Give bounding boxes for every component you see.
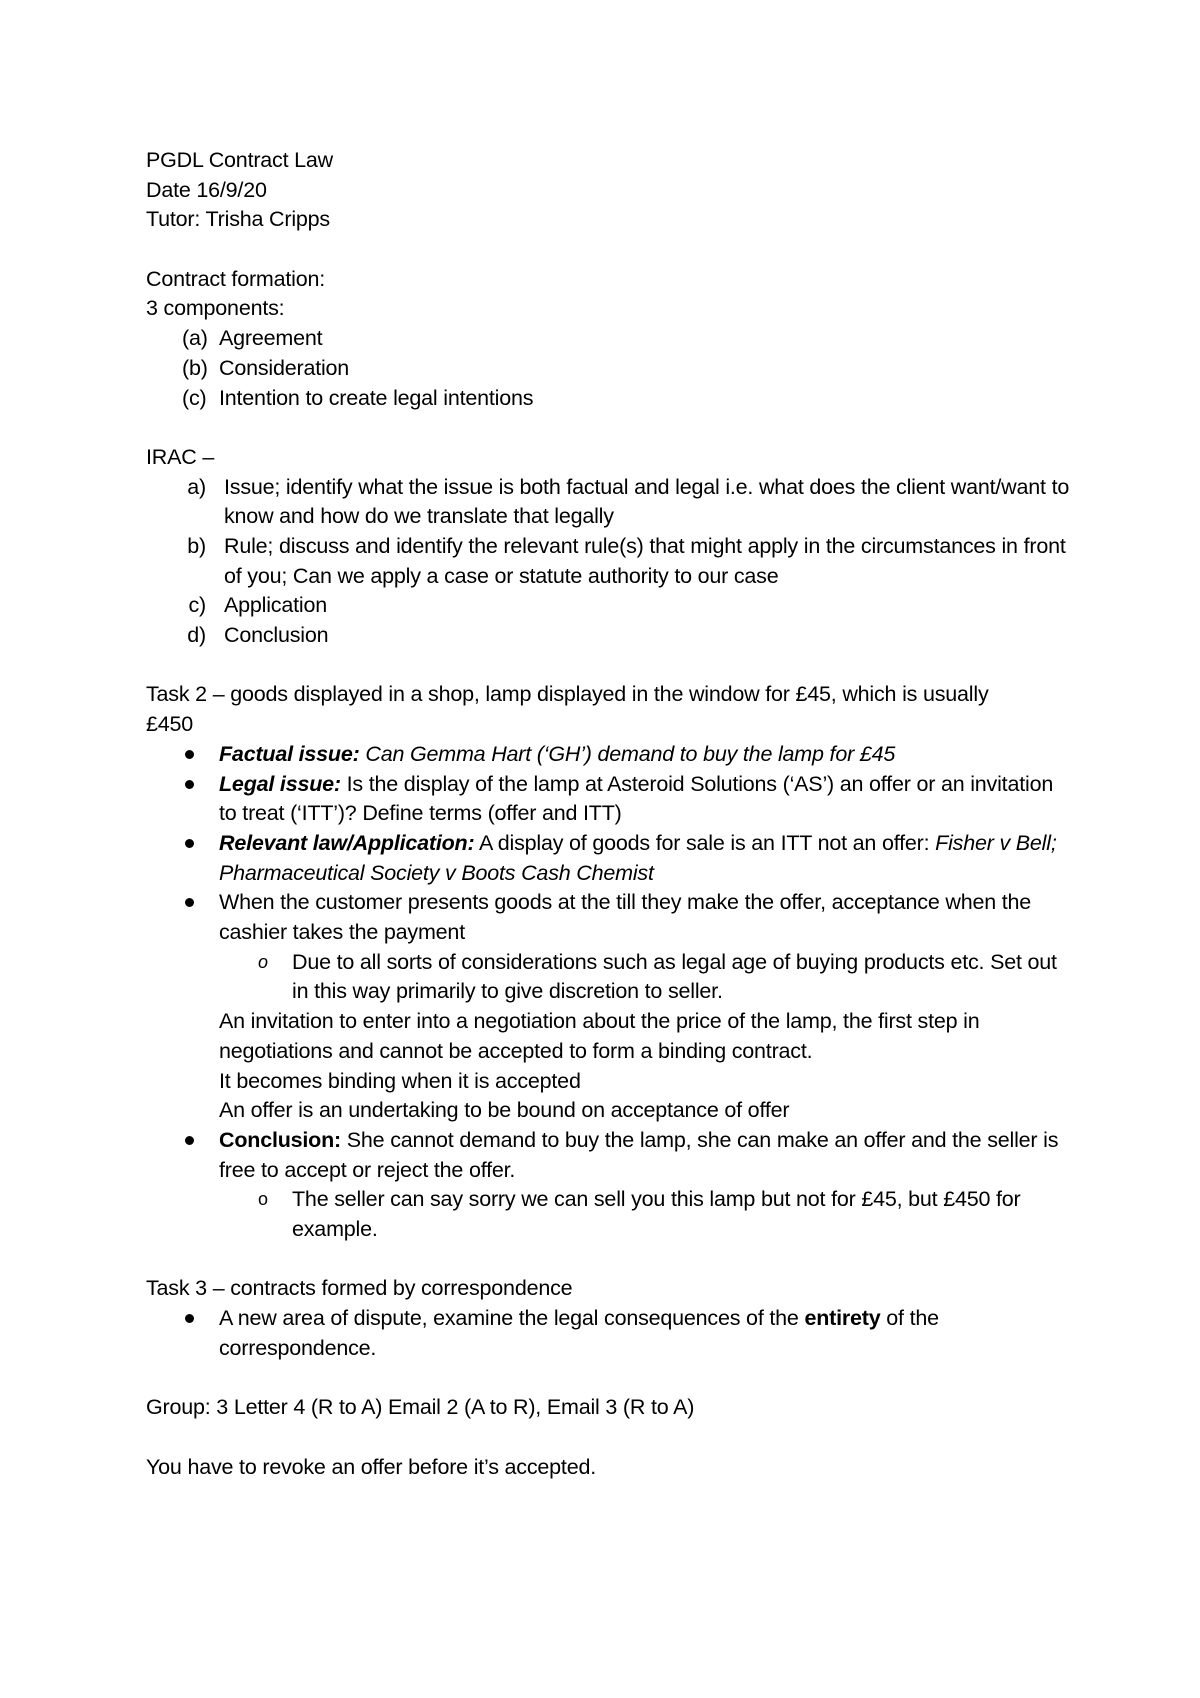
irac-list xyxy=(146,473,1076,651)
bullet-item xyxy=(146,740,1076,770)
sub-bullet-text: The seller can say sorry we can sell you this lamp but not for £45, but £450 for example. xyxy=(292,1187,1021,1242)
circle-bullet-icon: o xyxy=(258,951,268,972)
note-paragraph: It becomes binding when it is accepted xyxy=(219,1068,581,1093)
sub-bullet-item xyxy=(146,1185,1076,1244)
circle-bullet-icon: o xyxy=(258,1189,268,1210)
components-heading: 3 components: xyxy=(146,296,285,321)
note-paragraph: An offer is an undertaking to be bound on acceptance of offer xyxy=(219,1098,790,1123)
bullet-icon xyxy=(185,1136,194,1145)
bullet-item: A new area of dispute, examine the legal consequences of the entirety of the correspondence. xyxy=(146,1304,1076,1363)
tutor-name: Tutor: Trisha Cripps xyxy=(146,207,330,232)
relevant-law-text: A display of goods for sale is an ITT not an offer: xyxy=(474,830,936,855)
course-title: PGDL Contract Law xyxy=(146,148,333,172)
task2-heading-cont: £450 xyxy=(146,712,194,737)
note-paragraph: An invitation to enter into a negotiation about the price of the lamp, the first step in negotiations and cannot be accepted to form a binding contract. xyxy=(219,1009,980,1063)
component-item: (b) Consideration xyxy=(182,355,350,380)
case-citations: Fisher v Bell; Pharmaceutical Society v Boots Cash Chemist xyxy=(219,830,1057,885)
component-item: (a) Agreement xyxy=(182,326,323,351)
legal-issue-text: Is the display of the lamp at Asteroid Solutions (‘AS’) an offer or an invitation to treat (‘ITT’)? Define terms (offer and ITT) xyxy=(219,771,1054,826)
legal-issue-label: Legal issue: xyxy=(219,771,341,796)
bullet-icon xyxy=(185,1314,194,1323)
task3-heading: Task 3 – contracts formed by correspondence xyxy=(146,1276,573,1301)
sub-bullet-item xyxy=(146,948,1076,1007)
irac-item: c) Application xyxy=(188,593,327,618)
irac-item: d) Conclusion xyxy=(187,623,329,648)
irac-item: b) Rule; discuss and identify the relevant rule(s) that might apply in the circumstances in front of you; Can we apply a case or statute authority to our case xyxy=(187,533,1066,588)
formation-heading: Contract formation: xyxy=(146,266,326,291)
bullet-item xyxy=(146,888,1076,947)
bullet-item xyxy=(146,1126,1076,1185)
relevant-law-label: Relevant law/Application: xyxy=(219,830,475,855)
closing-line: You have to revoke an offer before it’s accepted. xyxy=(146,1454,596,1479)
document-body xyxy=(146,146,1076,1482)
bullet-icon xyxy=(185,750,194,759)
customer-offer-text: When the customer presents goods at the till they make the offer, acceptance when the cashier takes the payment xyxy=(219,890,1032,945)
component-item: (c) Intention to create legal intentions xyxy=(182,385,534,410)
conclusion-label: Conclusion: xyxy=(219,1127,342,1152)
irac-item: a) Issue; identify what the issue is both factual and legal i.e. what does the client want/want to know and how do we translate that legally xyxy=(187,474,1070,529)
bullet-icon xyxy=(185,839,194,848)
bullet-item xyxy=(146,829,1076,888)
task2-heading: Task 2 – goods displayed in a shop, lamp displayed in the window for £45, which is usually xyxy=(146,682,989,707)
irac-heading: IRAC – xyxy=(146,444,215,469)
emphasis-entirety: entirety xyxy=(804,1306,881,1331)
group-line: Group: 3 Letter 4 (R to A) Email 2 (A to R), Email 3 (R to A) xyxy=(146,1395,695,1420)
sub-bullet-text: Due to all sorts of considerations such as legal age of buying products etc. Set out in this way primarily to give discretion to seller. xyxy=(292,949,1057,1004)
factual-issue-label: Factual issue: xyxy=(219,741,360,766)
bullet-icon xyxy=(185,898,194,907)
factual-issue-text: Can Gemma Hart (‘GH’) demand to buy the lamp for £45 xyxy=(359,741,896,766)
bullet-item xyxy=(146,770,1076,829)
lecture-date: Date 16/9/20 xyxy=(146,177,267,202)
conclusion-text: She cannot demand to buy the lamp, she can make an offer and the seller is free to accept or reject the offer. xyxy=(219,1127,1059,1182)
bullet-icon xyxy=(185,780,194,789)
